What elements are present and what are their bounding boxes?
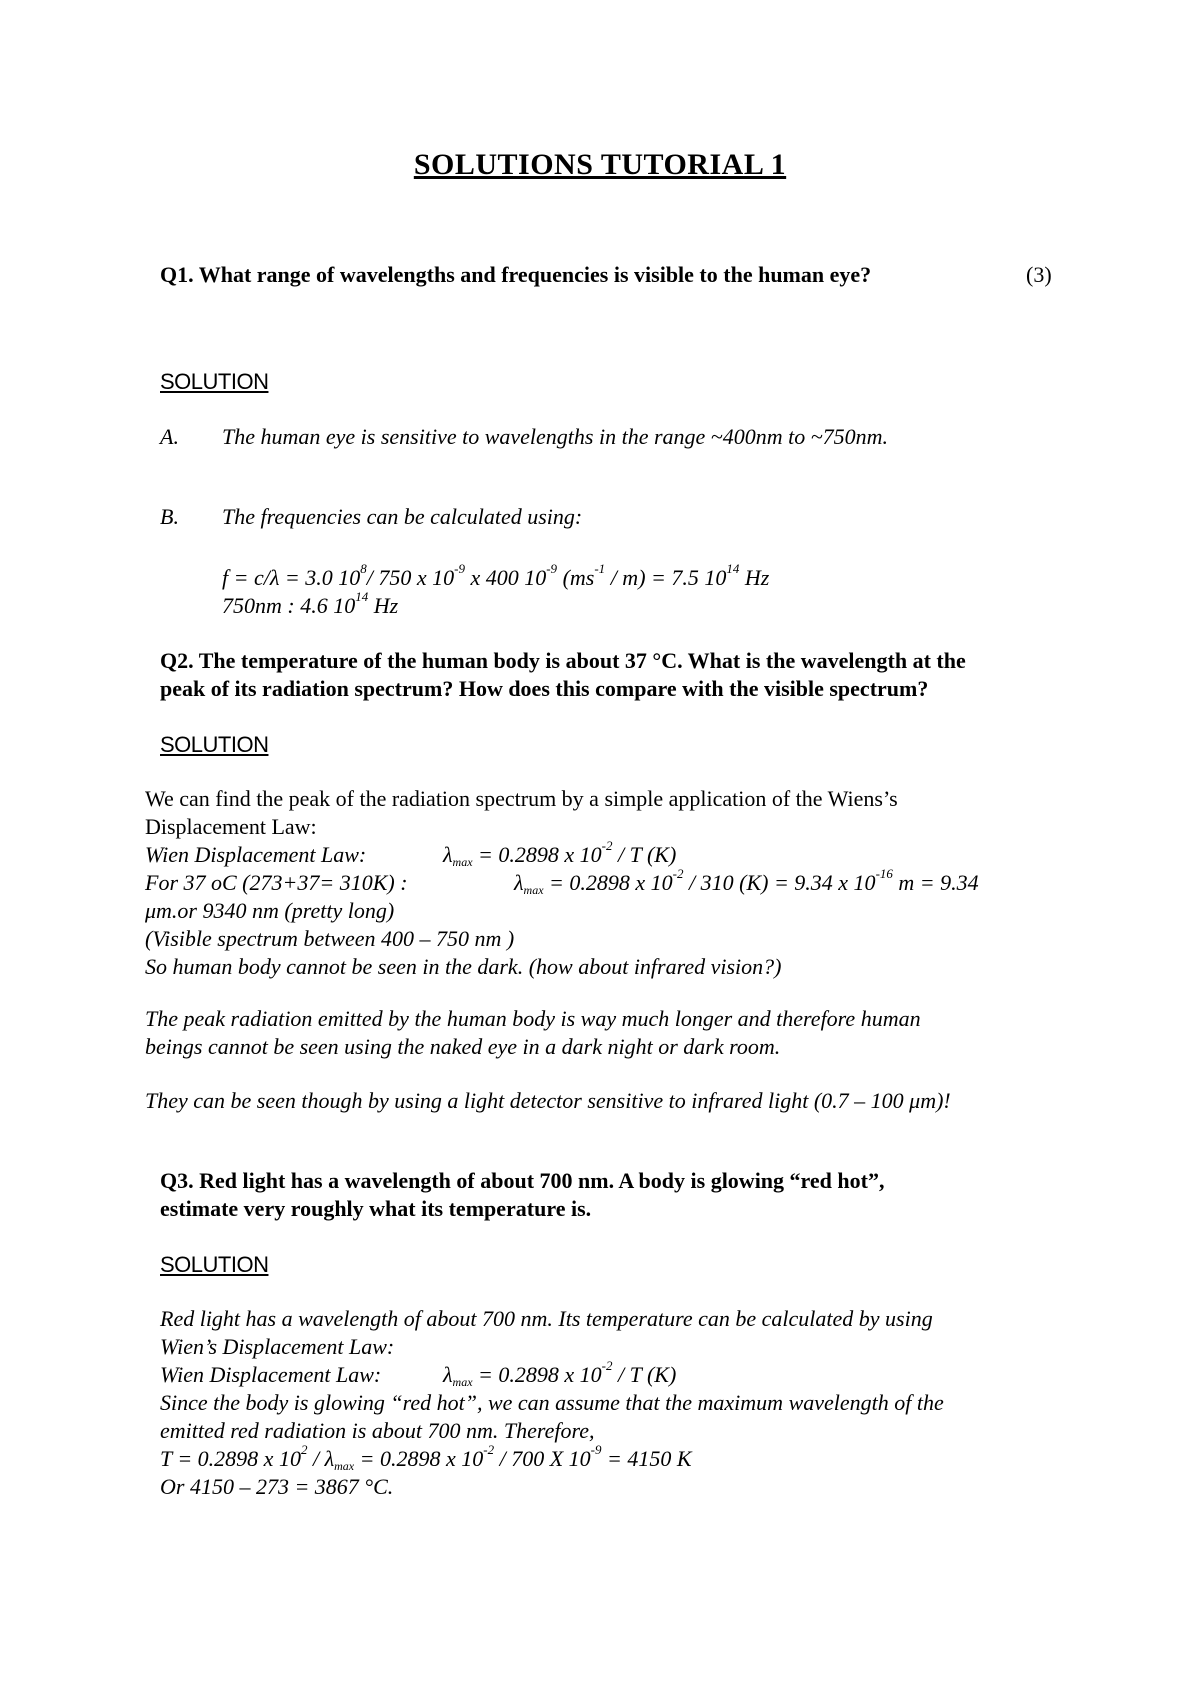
q3-question-line1: Q3. Red light has a wavelength of about 700 nm. A body is glowing “red hot”, xyxy=(160,1168,885,1193)
q3-wien-formula: $\lambda_{max} = 0.2898$ x $10^{-2}$ / T (K) xyxy=(443,1358,677,1389)
q1-question: Q1. What range of wavelengths and frequencies is visible to the human eye? xyxy=(160,262,872,287)
q2-wien-label: Wien Displacement Law: xyxy=(145,842,367,867)
q2-intro-line2: Displacement Law: xyxy=(145,814,317,839)
q2-calc-formula: $\lambda_{max} = 0.2898$ x $10^{-2} / 310$ (K) = 9.34 x $10^{-16}$ m = 9.34 xyxy=(514,866,979,897)
q2-solution-heading: SOLUTION xyxy=(160,732,269,757)
page-title: SOLUTIONS TUTORIAL 1 xyxy=(413,148,787,181)
q2-question-line1: Q2. The temperature of the human body is about 37 °C. What is the wavelength at the xyxy=(160,648,966,673)
q1-b-text: The frequencies can be calculated using: xyxy=(222,504,583,529)
q3-line1: Red light has a wavelength of about 700 nm. Its temperature can be calculated by using xyxy=(160,1306,933,1331)
q2-dark-line: So human body cannot be seen in the dark. (how about infrared vision?) xyxy=(145,954,782,979)
q2-micrometre-line: μm.or 9340 nm (pretty long) xyxy=(145,898,395,923)
q1-frequency-750nm: 750nm : 4.6 $10^{14}$ Hz xyxy=(222,589,399,618)
q3-temperature-formula: T = 0.2898 x $10^2 / \lambda_{max} = 0.2898$ x $10^{-2} / 700$ X $10^{-9} = 4150$ K xyxy=(160,1442,692,1473)
q2-paragraph1-line1: The peak radiation emitted by the human body is way much longer and therefore human xyxy=(145,1006,921,1031)
q2-paragraph1-line2: beings cannot be seen using the naked eye in a dark night or dark room. xyxy=(145,1034,781,1059)
q1-frequency-formula: f = c/λ = 3.0 $10^8/$ 750 x $10^{-9}$ x 400 $10^{-9}$ $(ms^{-1} / m) = 7.5$ $10^{14}$ Hz xyxy=(222,561,770,590)
q3-line2: Wien’s Displacement Law: xyxy=(160,1334,395,1359)
q3-question-line2: estimate very roughly what its temperature is. xyxy=(160,1196,592,1221)
q2-intro-line1: We can find the peak of the radiation spectrum by a simple application of the Wiens’s xyxy=(145,786,898,811)
q1-a-text: The human eye is sensitive to wavelengths in the range ~400nm to ~750nm. xyxy=(222,424,888,449)
q1-marks: (3) xyxy=(1026,262,1052,287)
q3-line4: Since the body is glowing “red hot”, we can assume that the maximum wavelength of the xyxy=(160,1390,944,1415)
q2-question-line2: peak of its radiation spectrum? How does this compare with the visible spectrum? xyxy=(160,676,929,701)
q3-wien-label: Wien Displacement Law: xyxy=(160,1362,382,1387)
q2-wien-formula: $\lambda_{max} = 0.2898$ x $10^{-2}$ / T (K) xyxy=(443,838,677,869)
q1-b-label: B. xyxy=(160,504,179,529)
q1-solution-heading: SOLUTION xyxy=(160,369,269,394)
q2-paragraph2: They can be seen though by using a light detector sensitive to infrared light (0.7 – 100 μm)! xyxy=(145,1088,951,1113)
q3-line5: emitted red radiation is about 700 nm. Therefore, xyxy=(160,1418,595,1443)
q1-a-label: A. xyxy=(160,424,179,449)
q2-calc-label: For 37 oC (273+37= 310K) : xyxy=(145,870,408,895)
q2-visible-line: (Visible spectrum between 400 – 750 nm ) xyxy=(145,926,515,951)
q3-celsius-line: Or 4150 – 273 = 3867 °C. xyxy=(160,1474,394,1499)
q3-solution-heading: SOLUTION xyxy=(160,1252,269,1277)
